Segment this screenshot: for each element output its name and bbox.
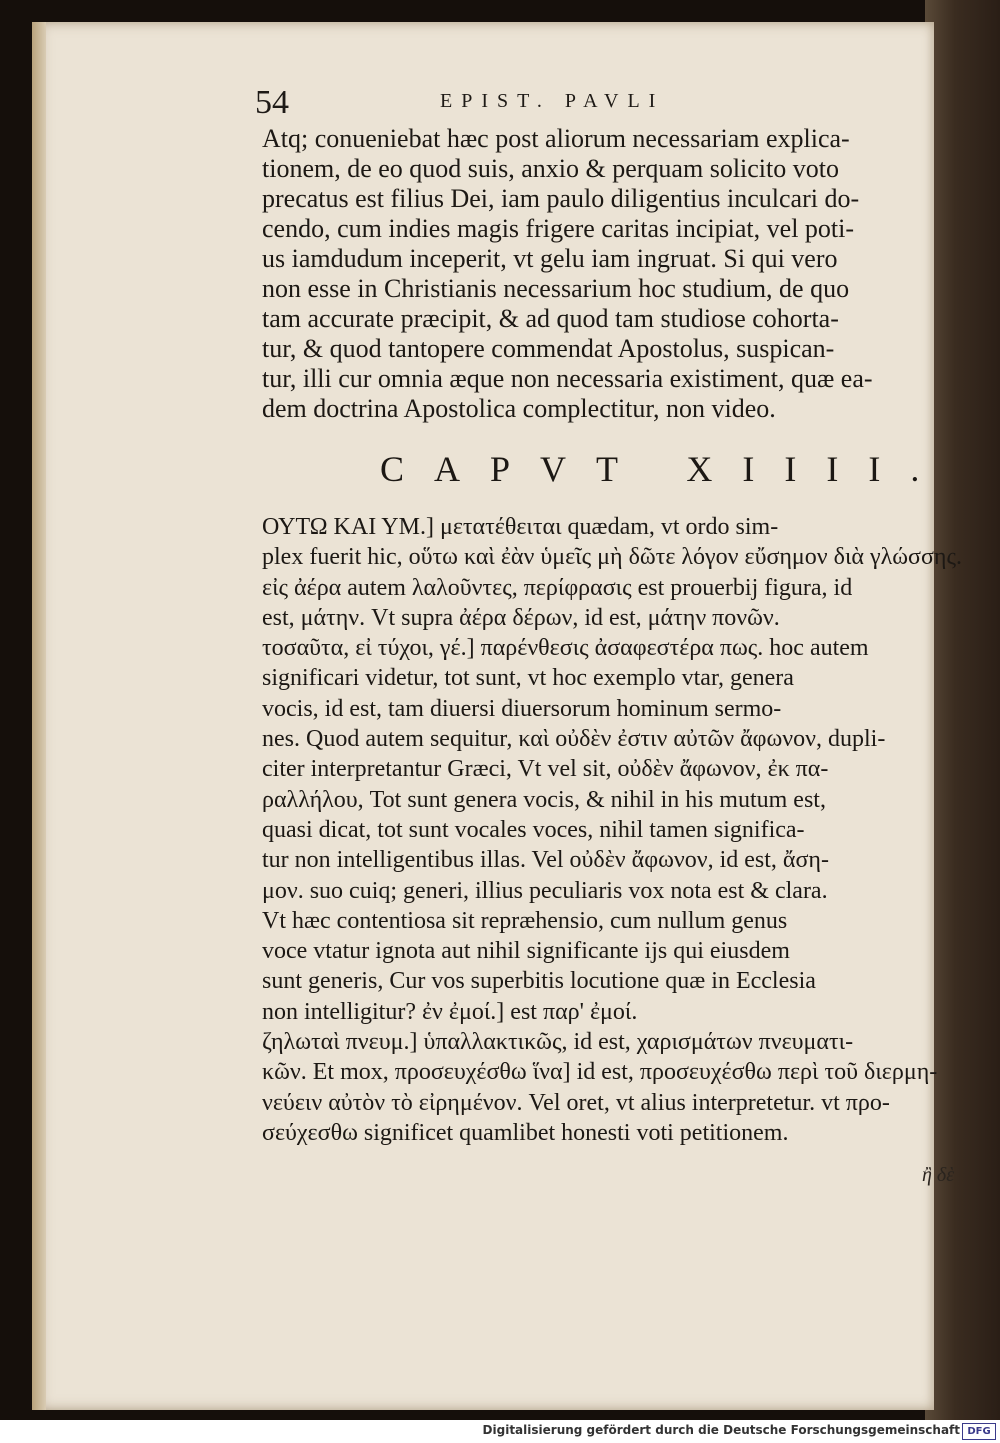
note-line: σεύχεσθω significet quamlibet honesti voti petitionem. (262, 1119, 789, 1146)
note-line: ραλλήλου, Tot sunt genera vocis, & nihil in his mutum est, (262, 786, 826, 813)
text-line: cendo, cum indies magis frigere caritas incipiat, vel poti- (262, 214, 855, 243)
note-line: citer interpretantur Græci, Vt vel sit, οὐδὲν ἄφωνον, ἐκ πα- (262, 756, 829, 783)
note-line: voce vtatur ignota aut nihil significante ijs qui eiusdem (262, 938, 790, 965)
note-line: ζηλωταὶ πνευμ.] ὑπαλλακτικῶς, id est, χαρισμάτων πνευματι- (262, 1029, 854, 1056)
note-line: significari videtur, tot sunt, vt hoc exemplo vtar, genera (262, 665, 794, 692)
note-line: quasi dicat, tot sunt vocales voces, nihil tamen significa- (262, 816, 805, 843)
note-line: εἰς ἀέρα autem λαλοῦντες, περίφρασις est prouerbij figura, id (262, 574, 853, 601)
note-line: plex fuerit hic, οὕτω καὶ ἐὰν ὑμεῖς μὴ δῶτε λόγον εὔσημον διὰ γλώσσης. (262, 544, 962, 571)
running-title: EPIST. PAVLI (440, 90, 665, 112)
running-head (255, 84, 815, 124)
note-line: νεύειν αὐτὸν τὸ εἰρημένον. Vel oret, vt alius interpretetur. vt προ- (262, 1089, 890, 1116)
catchword: ἢ δὲ (922, 1164, 955, 1186)
text-line: Atq; conueniebat hæc post aliorum necessariam explica- (262, 124, 850, 153)
text-line: tam accurate præcipit, & ad quod tam studiose cohorta- (262, 304, 839, 333)
page-spine (32, 22, 46, 1410)
text-line: non esse in Christianis necessarium hoc studium, de quo (262, 274, 850, 303)
note-line: non intelligitur? ἐν ἐμοί.] est παρ' ἐμοί. (262, 998, 638, 1025)
text-line: precatus est filius Dei, iam paulo diligentius inculcari do- (262, 184, 860, 213)
text-line: tur, & quod tantopere commendat Apostolus, suspican- (262, 334, 835, 363)
digitization-credit: Digitalisierung gefördert durch die Deutsche Forschungsgemeinschaft (482, 1423, 960, 1437)
text-line: dem doctrina Apostolica complectitur, non video. (262, 394, 776, 423)
chapter-heading: CAPVT XIIII. (380, 449, 950, 489)
note-line: μον. suo cuiq; generi, illius peculiaris vox nota est & clara. (262, 877, 828, 904)
note-line: τοσαῦτα, εἰ τύχοι, γέ.] παρένθεσις ἀσαφεστέρα πως. hoc autem (262, 635, 869, 662)
note-line: vocis, id est, tam diuersi diuersorum hominum sermo- (262, 695, 782, 722)
text-line: tionem, de eo quod suis, anxio & perquam solicito voto (262, 154, 839, 183)
body-paragraph (262, 124, 952, 424)
note-line: κῶν. Et mox, προσευχέσθω ἵνα] id est, προσευχέσθω περὶ τοῦ διερμη- (262, 1059, 938, 1086)
note-line: Vt hæc contentiosa sit repræhensio, cum nullum genus (262, 907, 788, 934)
dfg-logo: DFG (962, 1423, 996, 1440)
note-line: tur non intelligentibus illas. Vel οὐδὲν ἄφωνον, id est, ἄση- (262, 847, 829, 874)
note-line: nes. Quod autem sequitur, καὶ οὐδὲν ἐστιν αὐτῶν ἄφωνον, dupli- (262, 726, 886, 753)
text-line: tur, illi cur omnia æque non necessaria existiment, quæ ea- (262, 364, 873, 393)
note-line: ΟΥΤΩ ΚΑΙ ΥΜ.] μετατέθειται quædam, vt ordo sim- (262, 514, 779, 540)
commentary-notes (262, 512, 962, 1148)
text-line: us iamdudum inceperit, vt gelu iam ingruat. Si qui vero (262, 244, 838, 273)
page-number: 54 (255, 84, 289, 121)
note-line: est, μάτην. Vt supra ἀέρα δέρων, id est, μάτην πονῶν. (262, 604, 780, 631)
note-line: sunt generis, Cur vos superbitis locutione quæ in Ecclesia (262, 968, 816, 995)
footer-bar (0, 1420, 1000, 1443)
